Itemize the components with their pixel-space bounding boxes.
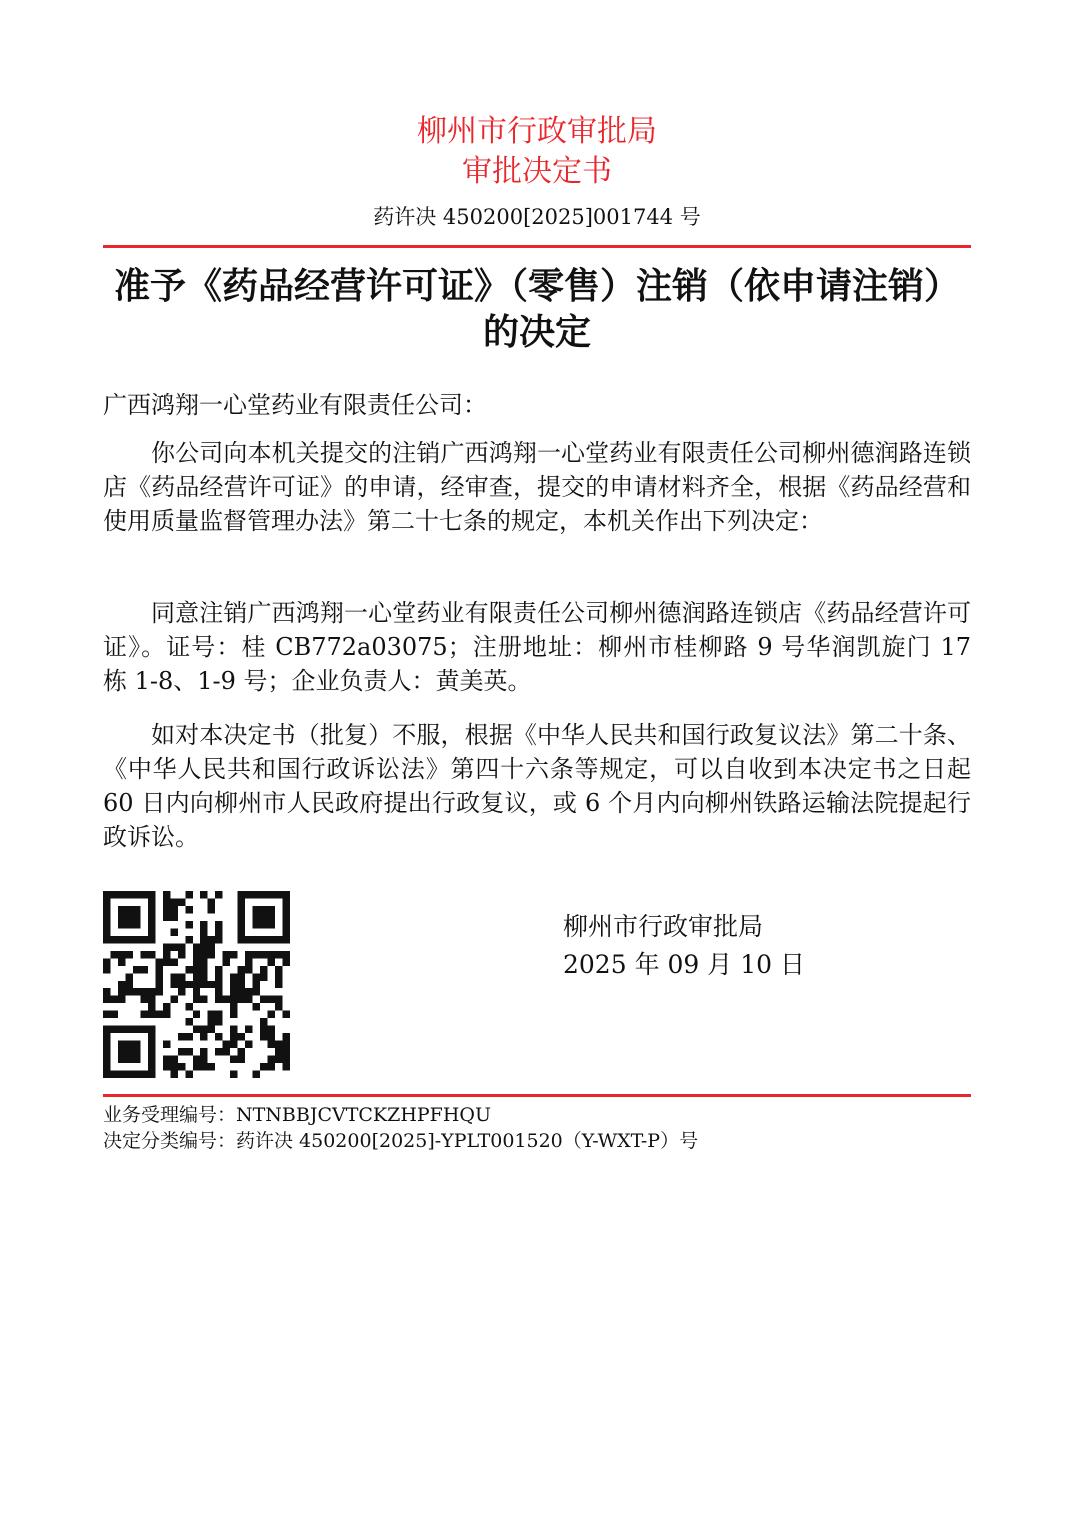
addressee: 广西鸿翔一心堂药业有限责任公司：: [103, 391, 487, 419]
document-kind: 审批决定书: [462, 154, 612, 189]
signature-organization: 柳州市行政审批局: [563, 912, 764, 941]
signature-date: 2025 年 09 月 10 日: [563, 950, 805, 979]
body-paragraph-1: 你公司向本机关提交的注销广西鸿翔一心堂药业有限责任公司柳州德润路连锁店《药品经营许可证》的申请，经审查，提交的申请材料齐全，根据《药品经营和使用质量监督管理办法》第二十七条的规定，本机关作出下列决定：: [103, 439, 971, 535]
body-paragraph-3: 如对本决定书（批复）不服，根据《中华人民共和国行政复议法》第二十条、《中华人民共和国行政诉讼法》第四十六条等规定，可以自收到本决定书之日起 60 日内向柳州市人民政府提出行政复议，或 6 个月内向柳州铁路运输法院提起行政诉讼。: [103, 721, 971, 851]
decision-title: 准予《药品经营许可证》（零售）注销（依申请注销）的决定: [113, 266, 960, 353]
agency-name: 柳州市行政审批局: [417, 114, 657, 149]
classification-number: 决定分类编号：药许决 450200[2025]-YPLT001520（Y-WXT-P）号: [103, 1130, 699, 1152]
body-paragraph-2: 同意注销广西鸿翔一心堂药业有限责任公司柳州德润路连锁店《药品经营许可证》。证号：桂 CB772a03075；注册地址：柳州市桂柳路 9 号华润凯旋门 17 栋 1-8、1-9 号；企业负责人：黄美英。: [103, 599, 971, 695]
document-number: 药许决 450200[2025]001744 号: [373, 205, 701, 229]
top-red-rule: [103, 245, 971, 248]
qr-code-icon: [103, 891, 290, 1078]
bottom-red-rule: [103, 1094, 971, 1097]
acceptance-number: 业务受理编号：NTNBBJCVTCKZHPFHQU: [103, 1104, 492, 1126]
